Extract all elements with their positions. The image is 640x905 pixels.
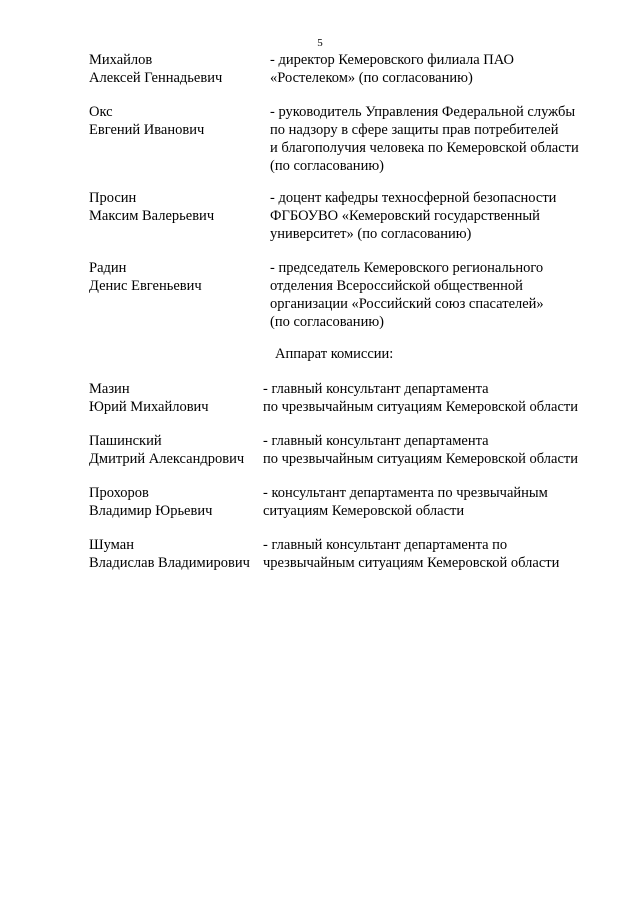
role-line: - консультант департамента по чрезвычайным bbox=[263, 485, 548, 501]
surname: Просин bbox=[89, 190, 137, 206]
role-line: - главный консультант департамента bbox=[263, 433, 489, 449]
role-line: университет» (по согласованию) bbox=[270, 226, 472, 242]
role-line: чрезвычайным ситуациям Кемеровской области bbox=[263, 555, 560, 571]
surname: Прохоров bbox=[89, 485, 149, 501]
staff-role bbox=[263, 380, 578, 416]
role-line: - председатель Кемеровского регионального bbox=[270, 260, 544, 276]
role-line: - директор Кемеровского филиала ПАО bbox=[270, 52, 514, 68]
role-line: - главный консультант департамента по bbox=[263, 537, 508, 553]
given-names: Юрий Михайлович bbox=[89, 399, 209, 415]
surname: Радин bbox=[89, 260, 127, 276]
member-role bbox=[270, 259, 544, 331]
given-names: Евгений Иванович bbox=[89, 122, 205, 138]
role-line: ситуациям Кемеровской области bbox=[263, 503, 465, 519]
role-line: отделения Всероссийской общественной bbox=[270, 278, 523, 294]
given-names: Дмитрий Александрович bbox=[89, 451, 245, 467]
surname: Михайлов bbox=[89, 52, 153, 68]
member-name bbox=[89, 259, 202, 295]
staff-role bbox=[263, 484, 548, 520]
member-role bbox=[270, 103, 579, 175]
role-line: (по согласованию) bbox=[270, 158, 384, 174]
role-line: организации «Российский союз спасателей» bbox=[270, 296, 544, 312]
surname: Шуман bbox=[89, 537, 134, 553]
section-heading: Аппарат комиссии: bbox=[275, 346, 394, 362]
surname: Мазин bbox=[89, 381, 130, 397]
role-line: и благополучия человека по Кемеровской области bbox=[270, 140, 579, 156]
role-line: «Ростелеком» (по согласованию) bbox=[270, 70, 473, 86]
role-line: - доцент кафедры техносферной безопасности bbox=[270, 190, 557, 206]
surname: Пашинский bbox=[89, 433, 162, 449]
staff-name bbox=[89, 536, 250, 572]
role-line: по чрезвычайным ситуациям Кемеровской области bbox=[263, 399, 578, 415]
staff-role bbox=[263, 536, 559, 572]
page-number: 5 bbox=[317, 37, 323, 49]
role-line: - главный консультант департамента bbox=[263, 381, 489, 397]
member-role bbox=[270, 51, 514, 87]
member-name bbox=[89, 51, 222, 87]
role-line: - руководитель Управления Федеральной службы bbox=[270, 104, 576, 120]
member-name bbox=[89, 189, 214, 225]
surname: Окс bbox=[89, 104, 113, 120]
given-names: Алексей Геннадьевич bbox=[89, 70, 223, 86]
member-name bbox=[89, 103, 204, 139]
given-names: Владимир Юрьевич bbox=[89, 503, 213, 519]
staff-name bbox=[89, 484, 212, 520]
role-line: (по согласованию) bbox=[270, 314, 384, 330]
given-names: Владислав Владимирович bbox=[89, 555, 250, 571]
given-names: Максим Валерьевич bbox=[89, 208, 215, 224]
role-line: ФГБОУВО «Кемеровский государственный bbox=[270, 208, 540, 224]
member-role bbox=[270, 189, 556, 243]
staff-role bbox=[263, 432, 578, 468]
given-names: Денис Евгеньевич bbox=[89, 278, 202, 294]
role-line: по чрезвычайным ситуациям Кемеровской области bbox=[263, 451, 578, 467]
role-line: по надзору в сфере защиты прав потребителей bbox=[270, 122, 559, 138]
staff-name bbox=[89, 432, 244, 468]
staff-name bbox=[89, 380, 209, 416]
